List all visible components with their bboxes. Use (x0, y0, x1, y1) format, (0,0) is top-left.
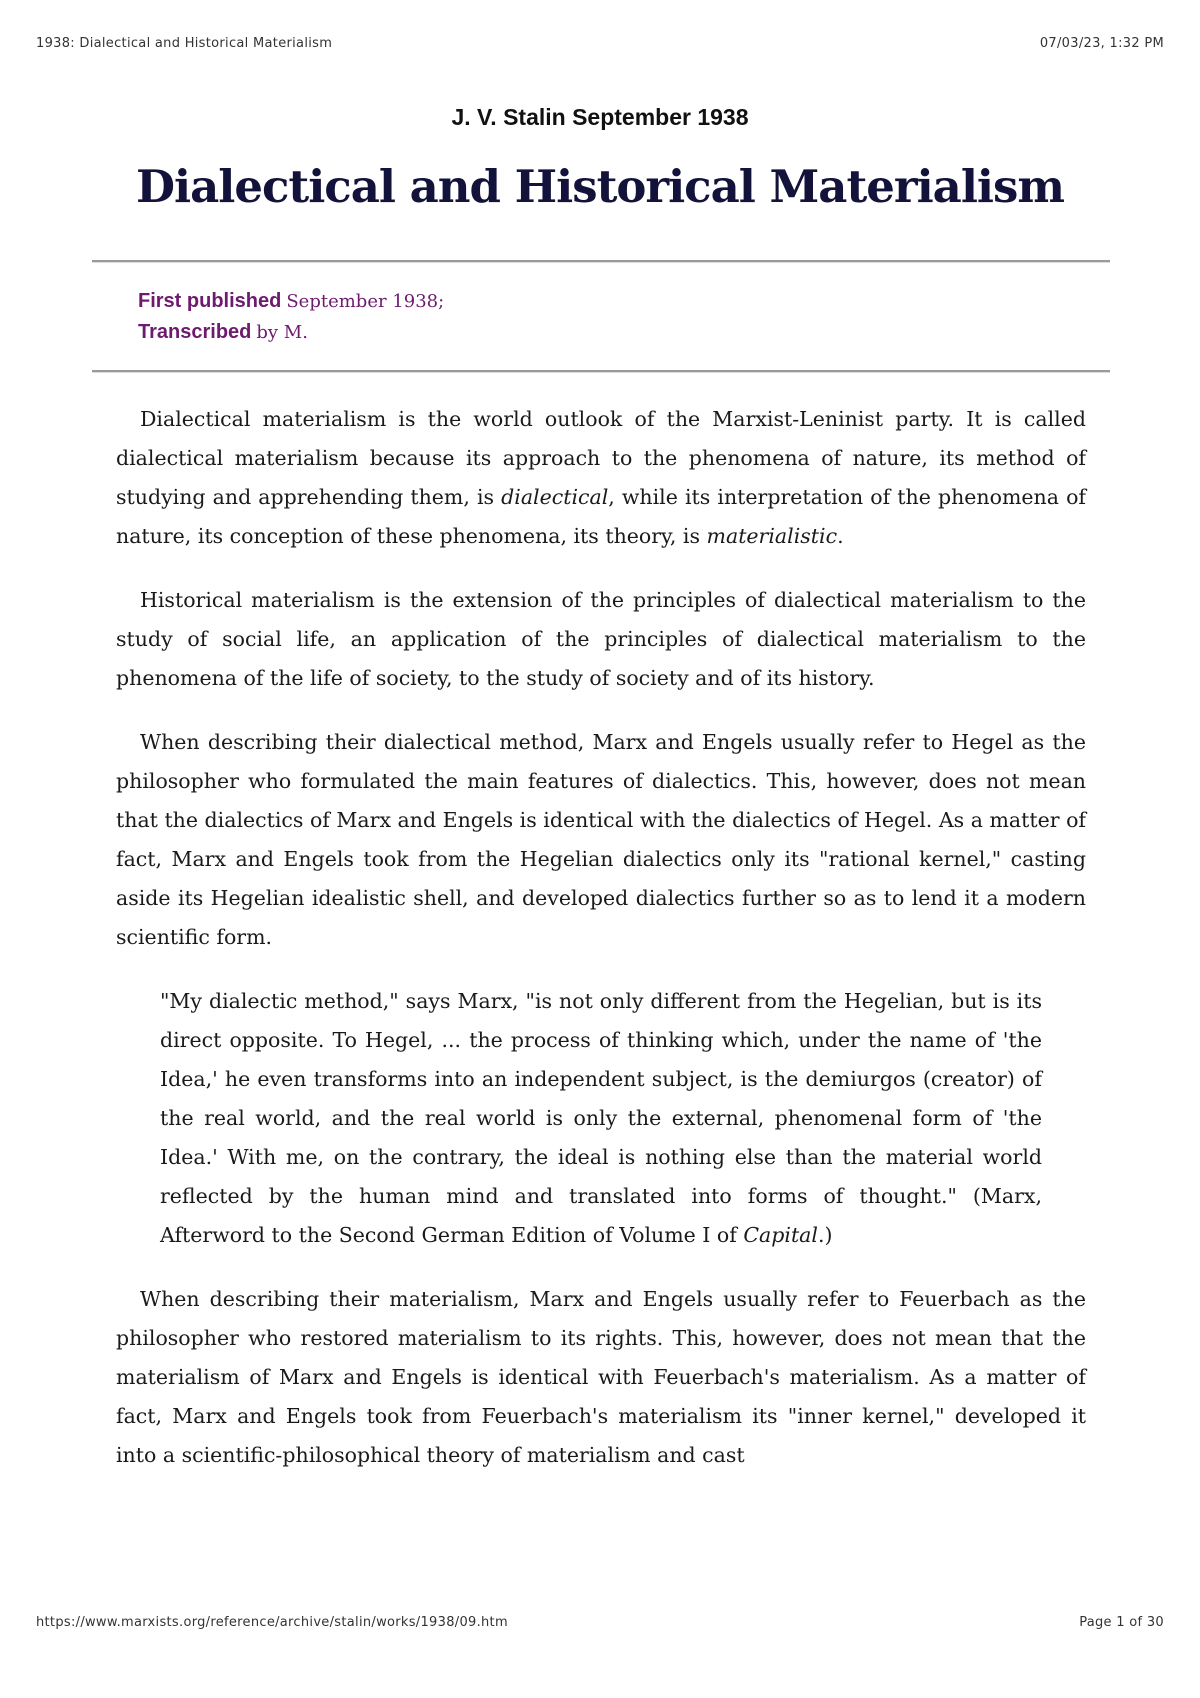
page-title: Dialectical and Historical Materialism (136, 160, 1064, 213)
print-footer-page: Page 1 of 30 (1079, 1615, 1164, 1630)
block-quote (160, 982, 1042, 1255)
article-body (116, 400, 1086, 1500)
divider-top (92, 260, 1110, 263)
published-label: First published (138, 290, 282, 312)
quote-text: "My dialectic method," says Marx, "is not only different from the Hegelian, but is its direct opposite. To Hegel, ... the process of thinking which, under the name of 'the Idea,' he even transforms into an independent subject, is the demiurgos (creator) of the real world, and the real world is only the external, phenomenal form of 'the Idea.' With me, on the contrary, the ideal is nothing else than the material world reflected by the human mind and translated into forms of thought." (Marx, Afterword to the Second German Edition of Volume I of (160, 989, 1042, 1247)
emphasis-dialectical: dialectical (501, 485, 609, 509)
print-header-title: 1938: Dialectical and Historical Materialism (36, 36, 333, 51)
transcribed-label: Transcribed (138, 321, 252, 343)
emphasis-materialistic: materialistic (706, 524, 838, 548)
divider-bottom (92, 370, 1110, 373)
paragraph-1 (116, 400, 1086, 556)
print-footer-url: https://www.marxists.org/reference/archive/stalin/works/1938/09.htm (36, 1615, 508, 1630)
paragraph-3: When describing their dialectical method, Marx and Engels usually refer to Hegel as the philosopher who formulated the main features of dialectics. This, however, does not mean that the dialectics of Marx and Engels is identical with the dialectics of Hegel. As a matter of fact, Marx and Engels took from the Hegelian dialectics only its "rational kernel," casting aside its Hegelian idealistic shell, and developed dialectics further so as to lend it a modern scientific form. (116, 730, 1086, 949)
author-line: J. V. Stalin September 1938 (451, 104, 749, 130)
print-header (36, 36, 1164, 51)
paragraph-1-part-e: . (837, 524, 844, 548)
publication-info (138, 286, 444, 348)
emphasis-capital: Capital (743, 1223, 818, 1247)
paragraph-1-part-c: , while its interpretation of the phenomena of nature, its conception of these phenomena, its theory, is (116, 485, 1086, 548)
transcribed-line (138, 317, 444, 348)
print-footer (36, 1615, 1164, 1630)
published-line (138, 286, 444, 317)
paragraph-2: Historical materialism is the extension of the principles of dialectical materialism to the study of social life, an application of the principles of dialectical materialism to the phenomena of the life of society, to the study of society and of its history. (116, 588, 1086, 690)
paragraph-4: When describing their materialism, Marx and Engels usually refer to Feuerbach as the philosopher who restored materialism to its rights. This, however, does not mean that the materialism of Marx and Engels is identical with Feuerbach's materialism. As a matter of fact, Marx and Engels took from Feuerbach's materialism its "inner kernel," developed it into a scientific-philosophical theory of materialism and cast (116, 1287, 1086, 1467)
quote-end: .) (817, 1223, 833, 1247)
paragraph-1-part-a: Dialectical materialism is the world outlook of the Marxist-Leninist party. It is called dialectical materialism because its approach to the phenomena of nature, its method of studying and apprehending them, is (116, 407, 1086, 509)
print-header-datetime: 07/03/23, 1:32 PM (1039, 36, 1164, 51)
transcribed-value: by M. (256, 322, 308, 343)
published-value: September 1938; (286, 291, 445, 312)
